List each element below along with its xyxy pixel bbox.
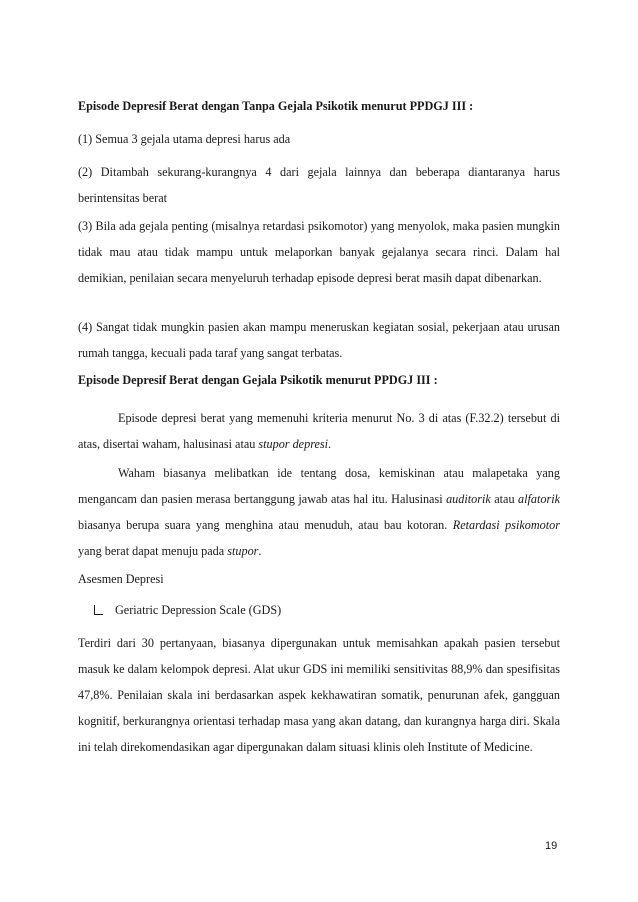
corner-bullet-icon — [94, 605, 103, 615]
paragraph-text: atau — [490, 492, 519, 506]
paragraph-gds-description: Terdiri dari 30 pertanyaan, biasanya dipergunakan untuk memisahkan apakah pasien tersebut masuk ke dalam kelompok depresi. Alat ukur GDS ini memiliki sensitivitas 88,9% dan spesifisitas 47,8%. Penilaian skala ini berdasarkan aspek kekhawatiran somatik, penurunan afek, gangguan kognitif, berkurangnya orientasi terhadap masa yang akan datang, dan kurangnya harga diri. Skala ini telah direkomendasikan agar dipergunakan dalam situasi klinis oleh Institute of Medicine. — [78, 636, 560, 754]
criteria-item-1: (1) Semua 3 gejala utama depresi harus ada — [78, 132, 291, 146]
paragraph-text: biasanya berupa suara yang menghina atau menuduh, atau bau kotoran. — [78, 518, 453, 532]
heading-psikotik-tanpa: Episode Depresif Berat dengan Tanpa Gejala Psikotik menurut PPDGJ III : — [78, 99, 474, 113]
italic-term: alfatorik — [518, 492, 560, 506]
criteria-item-4: (4) Sangat tidak mungkin pasien akan mampu meneruskan kegiatan sosial, pekerjaan atau urusan rumah tangga, kecuali pada taraf yang sangat terbatas. — [78, 320, 560, 360]
bullet-gds — [94, 600, 281, 620]
bullet-label: Geriatric Depression Scale (GDS) — [115, 603, 282, 617]
criteria-item-2: (2) Ditambah sekurang-kurangnya 4 dari gejala lainnya dan beberapa diantaranya harus berintensitas berat — [78, 165, 560, 205]
italic-term: auditorik — [446, 492, 491, 506]
paragraph-end: . — [258, 544, 262, 558]
paragraph-waham — [78, 460, 560, 564]
paragraph-text: Episode depresi berat yang memenuhi kriteria menurut No. 3 di atas (F.32.2) tersebut di atas, disertai waham, halusinasi atau — [78, 411, 560, 451]
paragraph-text: Waham biasanya melibatkan ide tentang dosa, kemiskinan atau malapetaka yang mengancam dan pasien merasa bertanggung jawab atas hal itu. Halusinasi — [78, 466, 560, 506]
page-number: 19 — [545, 840, 558, 852]
italic-term: stupor — [227, 544, 259, 558]
paragraph-episode-depresi — [78, 405, 560, 457]
paragraph-text: yang berat dapat menuju pada — [78, 544, 228, 558]
paragraph-end: . — [328, 437, 332, 451]
section-label-asesmen: Asesmen Depresi — [78, 572, 164, 586]
italic-term: stupor depresi — [258, 437, 329, 451]
criteria-item-3: (3) Bila ada gejala penting (misalnya retardasi psikomotor) yang menyolok, maka pasien mungkin tidak mau atau tidak mampu untuk melaporkan banyak gejalanya secara rinci. Dalam hal demikian, penilaian secara menyeluruh terhadap episode depresi berat masih dapat dibenarkan. — [78, 219, 560, 285]
heading-psikotik-dengan: Episode Depresif Berat dengan Gejala Psikotik menurut PPDGJ III : — [78, 373, 438, 387]
italic-term: Retardasi psikomotor — [452, 518, 560, 532]
